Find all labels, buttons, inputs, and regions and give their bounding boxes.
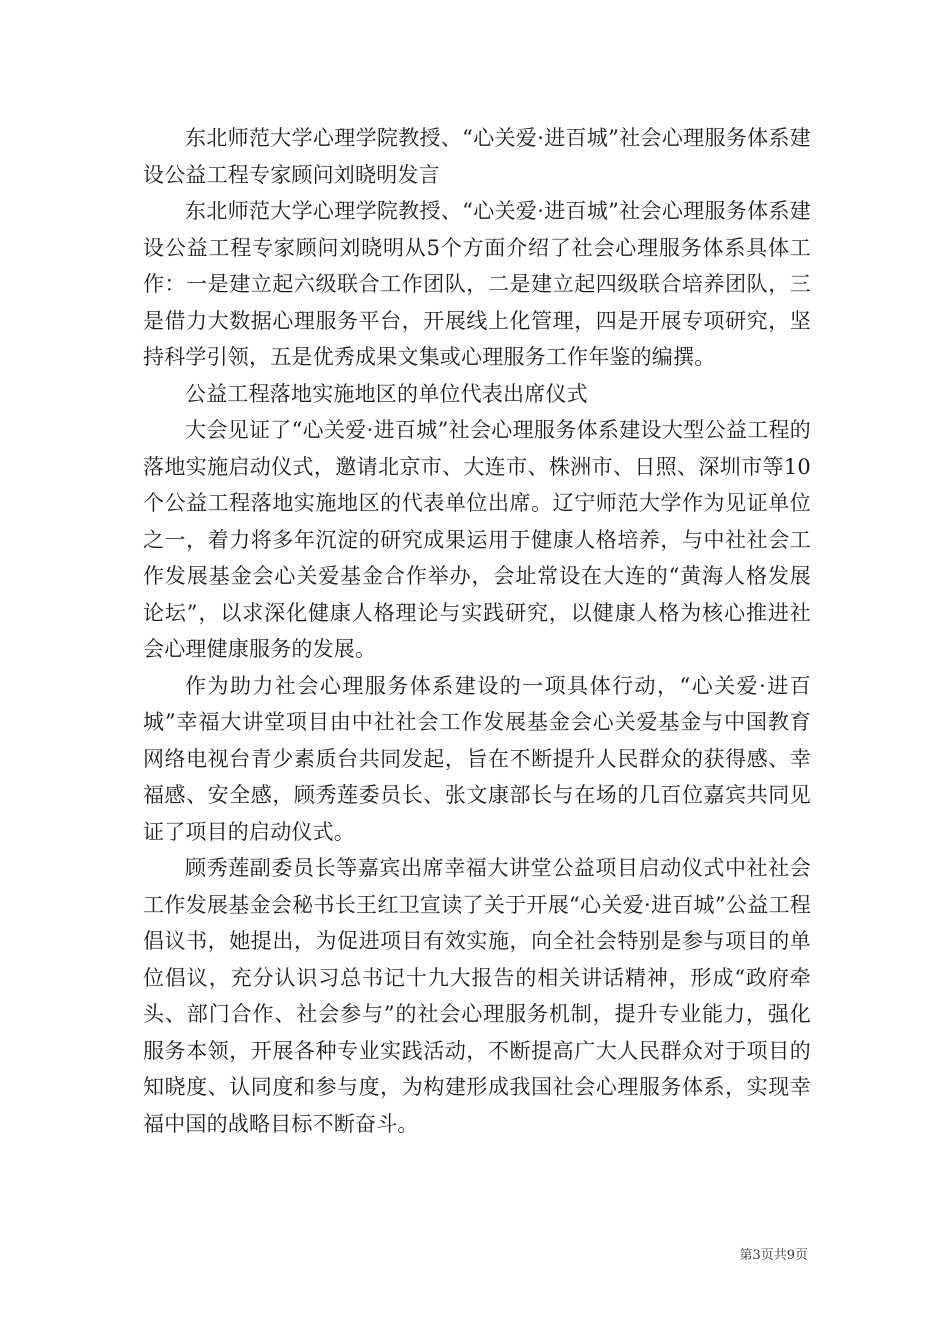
page-number: 第3页共9页 [739,1248,808,1263]
paragraph-ceremony: 大会见证了“心关爱·进百城”社会心理服务体系建设大型公益工程的落地实施启动仪式，邀请北京市、大连市、株洲市、日照、深圳市等10个公益工程落地实施地区的代表单位出席。辽宁师范大学作为见证单位之一，着力将多年沉淀的研究成果运用于健康人格培养，与中社社会工作发展基金会心关爱基金合作举办，会址常设在大连的“黄海人格发展论坛”，以求深化健康人格理论与实践研究，以健康人格为核心推进社会心理健康服务的发展。 [143,418,811,661]
document-body [143,120,811,1142]
heading-ceremony: 公益工程落地实施地区的单位代表出席仪式 [185,381,588,406]
heading-expert-speech: 东北师范大学心理学院教授、“心关爱·进百城”社会心理服务体系建设公益工程专家顾问刘晓明发言 [143,126,811,187]
paragraph-expert-speech: 东北师范大学心理学院教授、“心关爱·进百城”社会心理服务体系建设公益工程专家顾问刘晓明从5个方面介绍了社会心理服务体系具体工作：一是建立起六级联合工作团队，二是建立起四级联合培养团队，三是借力大数据心理服务平台，开展线上化管理，四是开展专项研究，坚持科学引领，五是优秀成果文集或心理服务工作年鉴的编撰。 [143,199,811,369]
paragraph-initiative: 顾秀莲副委员长等嘉宾出席幸福大讲堂公益项目启动仪式中社社会工作发展基金会秘书长王红卫宣读了关于开展“心关爱·进百城”公益工程倡议书，她提出，为促进项目有效实施，向全社会特别是参与项目的单位倡议，充分认识习总书记十九大报告的相关讲话精神，形成“政府牵头、部门合作、社会参与”的社会心理服务机制，提升专业能力，强化服务本领，开展各种专业实践活动，不断提高广大人民群众对于项目的知晓度、认同度和参与度，为构建形成我国社会心理服务体系，实现幸福中国的战略目标不断奋斗。 [143,856,811,1136]
paragraph-lecture-project: 作为助力社会心理服务体系建设的一项具体行动，“心关爱·进百城”幸福大讲堂项目由中社社会工作发展基金会心关爱基金与中国教育网络电视台青少素质台共同发起，旨在不断提升人民群众的获得感、幸福感、安全感，顾秀莲委员长、张文康部长与在场的几百位嘉宾共同见证了项目的启动仪式。 [143,673,811,844]
